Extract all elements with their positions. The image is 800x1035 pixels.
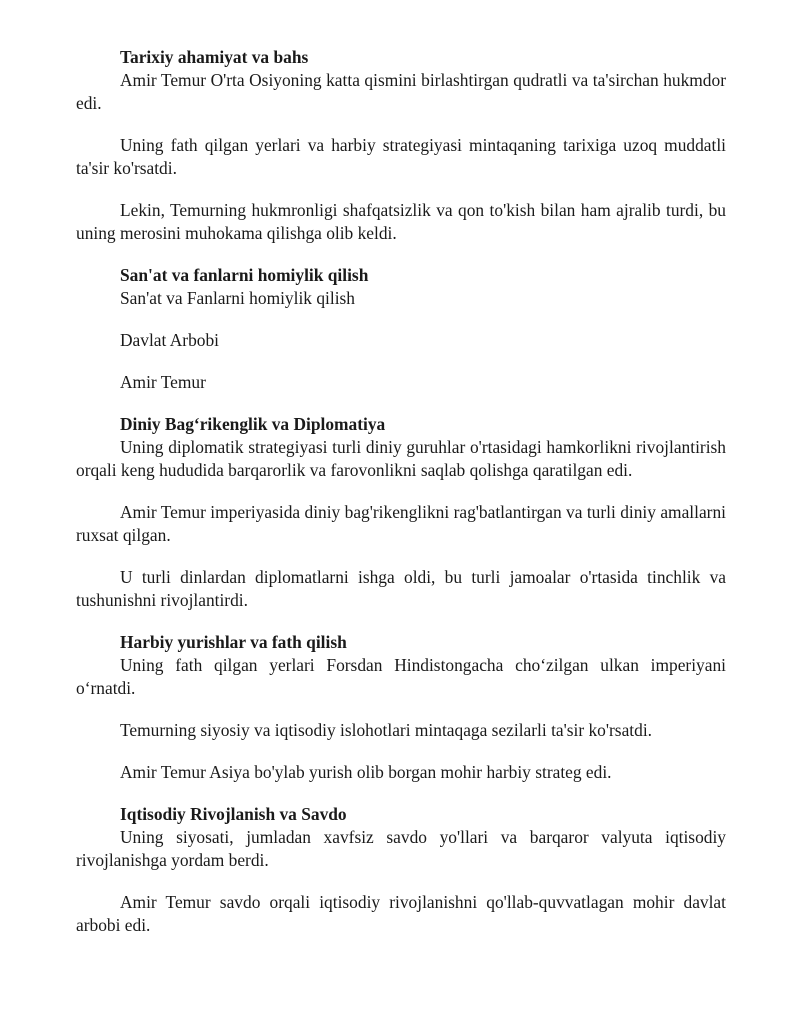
- section-heading: Harbiy yurishlar va fath qilish: [120, 632, 347, 652]
- paragraph: Amir Temur: [120, 372, 206, 392]
- paragraph: U turli dinlardan diplomatlarni ishga oldi, bu turli jamoalar o'rtasida tinchlik va tushunishni rivojlantirdi.: [76, 567, 726, 610]
- paragraph: Amir Temur savdo orqali iqtisodiy rivojlanishni qo'llab-quvvatlagan mohir davlat arbobi edi.: [76, 892, 726, 935]
- paragraph: Amir Temur imperiyasida diniy bag'rikenglikni rag'batlantirgan va turli diniy amallarni ruxsat qilgan.: [76, 502, 726, 545]
- document-page: [76, 46, 726, 937]
- paragraph: Lekin, Temurning hukmronligi shafqatsizlik va qon to'kish bilan ham ajralib turdi, bu uning merosini muhokama qilishga olib keldi.: [76, 200, 726, 243]
- paragraph: Uning diplomatik strategiyasi turli diniy guruhlar o'rtasidagi hamkorlikni rivojlantirish orqali keng hududida barqarorlik va farovonlikni saqlab qolishga qaratilgan edi.: [76, 437, 726, 480]
- paragraph: Amir Temur O'rta Osiyoning katta qismini birlashtirgan qudratli va ta'sirchan hukmdor edi.: [76, 70, 726, 113]
- section-heading: Diniy Bag‘rikenglik va Diplomatiya: [120, 414, 386, 434]
- paragraph: Uning fath qilgan yerlari va harbiy strategiyasi mintaqaning tarixiga uzoq muddatli ta'sir ko'rsatdi.: [76, 135, 726, 178]
- section-arts-patronage: [76, 264, 726, 394]
- section-historical-significance: [76, 46, 726, 245]
- paragraph: Davlat Arbobi: [120, 330, 220, 350]
- section-military-campaigns: [76, 631, 726, 784]
- section-heading: Iqtisodiy Rivojlanish va Savdo: [120, 804, 347, 824]
- paragraph: Amir Temur Asiya bo'ylab yurish olib borgan mohir harbiy strateg edi.: [120, 762, 612, 782]
- paragraph: San'at va Fanlarni homiylik qilish: [120, 288, 355, 308]
- section-heading: San'at va fanlarni homiylik qilish: [120, 265, 369, 285]
- section-heading: Tarixiy ahamiyat va bahs: [120, 47, 309, 67]
- section-religious-tolerance: [76, 413, 726, 612]
- section-economic-development: [76, 803, 726, 937]
- paragraph: Temurning siyosiy va iqtisodiy islohotlari mintaqaga sezilarli ta'sir ko'rsatdi.: [120, 720, 652, 740]
- paragraph: Uning siyosati, jumladan xavfsiz savdo yo'llari va barqaror valyuta iqtisodiy rivojlanishga yordam berdi.: [76, 827, 726, 870]
- paragraph: Uning fath qilgan yerlari Forsdan Hindistongacha cho‘zilgan ulkan imperiyani o‘rnatdi.: [76, 655, 726, 698]
